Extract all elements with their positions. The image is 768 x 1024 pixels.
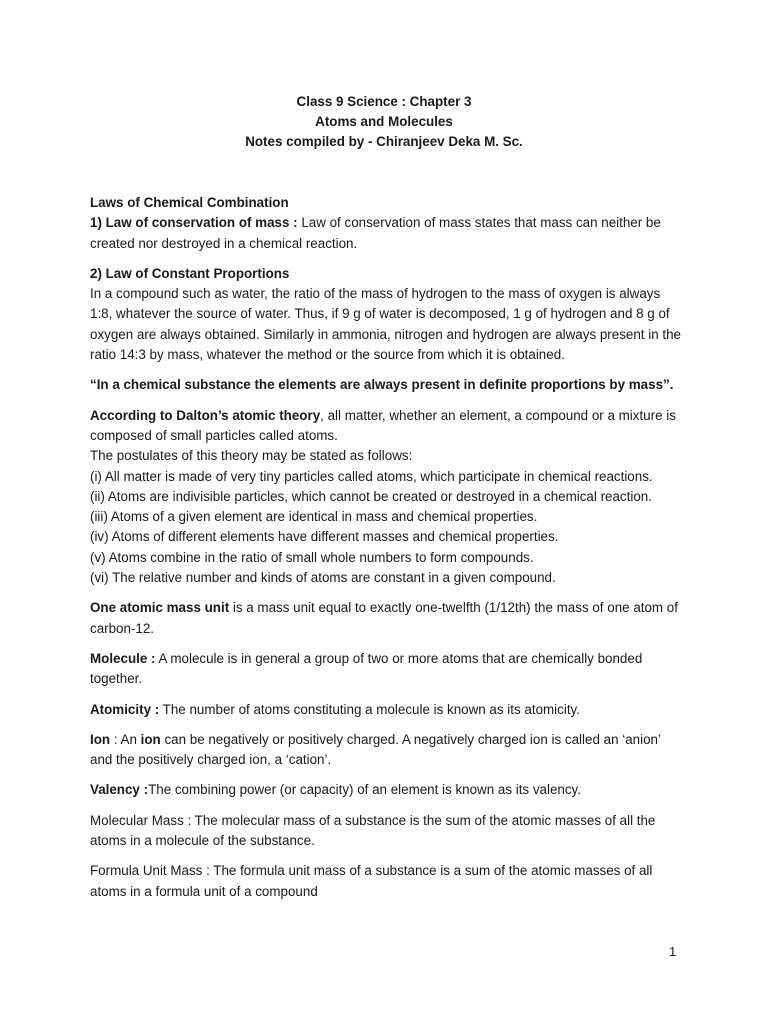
postulates-intro: The postulates of this theory may be stated as follows:: [90, 448, 413, 464]
molecule-title: Molecule :: [90, 650, 156, 666]
dalton-title: According to Dalton’s atomic theory: [90, 407, 321, 423]
dalton-paragraph: [90, 406, 682, 447]
dalton-text: , all matter, whether an element, a compound or a mixture is composed of small particles called atoms.: [90, 407, 676, 443]
postulate-item: (iii) Atoms of a given element are identical in mass and chemical properties.: [90, 509, 538, 525]
ion-bold-word: ion: [140, 731, 161, 747]
atomicity-title: Atomicity :: [90, 701, 160, 717]
molecule-paragraph: [90, 649, 682, 690]
postulate-item: (i) All matter is made of very tiny particles called atoms, which participate in chemical reactions.: [90, 468, 653, 484]
header-title: Atoms and Molecules: [315, 114, 453, 129]
valency-title: Valency :: [90, 782, 149, 798]
amu-text: is a mass unit equal to exactly one-twelfth (1/12th) the mass of one atom of carbon-12.: [90, 600, 678, 636]
law1-text: Law of conservation of mass states that mass can neither be created nor destroyed in a chemical reaction.: [90, 215, 661, 251]
postulate-item: (vi) The relative number and kinds of atoms are constant in a given compound.: [90, 570, 556, 586]
postulate-item: (ii) Atoms are indivisible particles, which cannot be created or destroyed in a chemical reaction.: [90, 488, 652, 504]
header-author: Notes compiled by - Chiranjeev Deka M. Sc.: [245, 134, 523, 149]
ion-paragraph: Ion : An ion can be negatively or positively charged. A negatively charged ion is called an ‘anion’ and the positively charged ion, a ‘cation’.: [90, 731, 661, 768]
law1-title: 1) Law of conservation of mass :: [90, 215, 298, 231]
molecular-mass-paragraph: Molecular Mass : The molecular mass of a substance is the sum of the atomic masses of all the atoms in a molecule of the substance.: [90, 812, 656, 849]
postulate-item: (iv) Atoms of different elements have different masses and chemical properties.: [90, 529, 559, 545]
amu-title: One atomic mass unit: [90, 600, 230, 616]
header-class-chapter: Class 9 Science : Chapter 3: [296, 94, 472, 109]
law2-paragraph: In a compound such as water, the ratio of the mass of hydrogen to the mass of oxygen is always 1:8, whatever the source of water. Thus, if 9 g of water is decomposed, 1 g of hydrogen and 8 g of oxygen are always obtained. Similarly in ammonia, nitrogen and hydrogen are always present in the ratio 14:3 by mass, whatever the method or the source from which it is obtained.: [90, 286, 682, 363]
molecule-text: A molecule is in general a group of two or more atoms that are chemically bonded together.: [90, 650, 643, 687]
atomicity-text: The number of atoms constituting a molecule is known as its atomicity.: [159, 701, 580, 717]
postulate-item: (v) Atoms combine in the ratio of small whole numbers to form compounds.: [90, 549, 534, 565]
law2-heading: 2) Law of Constant Proportions: [90, 265, 290, 281]
atomicity-paragraph: [90, 700, 682, 720]
formula-unit-mass-paragraph: Formula Unit Mass : The formula unit mass of a substance is a sum of the atomic masses of all atoms in a formula unit of a compound: [90, 863, 653, 899]
law-quote: “In a chemical substance the elements are always present in definite proportions by mass”.: [90, 377, 674, 393]
valency-paragraph: [90, 780, 682, 800]
valency-text: The combining power (or capacity) of an element is known as its valency.: [148, 782, 581, 798]
ion-title: Ion: [90, 731, 111, 747]
laws-heading: Laws of Chemical Combination: [90, 195, 289, 210]
document-body: [90, 193, 682, 912]
amu-paragraph: [90, 598, 682, 639]
page-number: 1: [669, 944, 677, 959]
document-header: [0, 92, 768, 152]
law1-paragraph: [90, 213, 682, 254]
